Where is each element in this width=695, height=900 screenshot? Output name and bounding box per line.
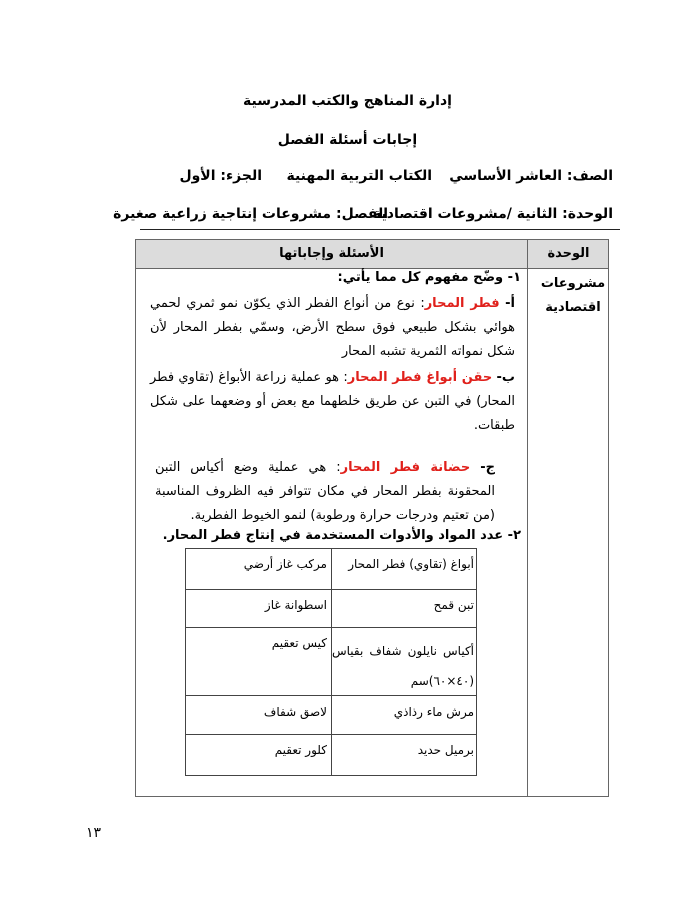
page-number: ١٣	[86, 825, 102, 841]
materials-cell: كلور تعقيم	[274, 743, 327, 757]
part-label: الجزء: الأول	[179, 168, 262, 184]
unit-name	[537, 272, 609, 320]
answer-c	[155, 456, 495, 528]
answer-b	[150, 366, 515, 438]
answer-a-term: فطر المحار	[424, 296, 500, 311]
ministry-title: إدارة المناهج والكتب المدرسية	[243, 93, 452, 109]
question-1-title: ١- وضّح مفهوم كل مما يأتي:	[337, 270, 521, 285]
materials-cell: اسطوانة غاز	[264, 598, 327, 612]
chapter-label: الفصل: مشروعات إنتاجية زراعية صغيرة	[113, 206, 388, 222]
materials-cell: تبن قمح	[433, 598, 474, 612]
answer-c-term: حضانة فطر المحار	[340, 460, 471, 475]
materials-cell: مرش ماء رذاذي	[393, 705, 474, 719]
header-divider	[140, 229, 620, 230]
materials-cell: برميل حديد	[417, 743, 474, 757]
header-row-divider	[135, 268, 609, 269]
answer-a	[150, 292, 515, 364]
materials-cell: أبواغ (تقاوي) فطر المحار	[348, 557, 474, 571]
book-label: الكتاب التربية المهنية	[286, 168, 432, 184]
materials-cell: لاصق شفاف	[263, 705, 327, 719]
unit-name-line-2: اقتصادية	[545, 300, 601, 315]
answer-c-marker: ج-	[480, 460, 495, 475]
materials-row-divider	[185, 734, 477, 735]
answer-b-term: حقن أبواغ فطر المحار	[347, 370, 493, 385]
materials-cell: مركب غاز أرضي	[243, 557, 327, 571]
answer-b-marker: ب-	[496, 370, 515, 385]
document-title: إجابات أسئلة الفصل	[277, 132, 418, 148]
question-2-title: ٢- عدد المواد والأدوات المستخدمة في إنتاج فطر المحار.	[162, 528, 521, 543]
materials-row-divider	[185, 589, 477, 590]
answer-a-marker: أ-	[505, 296, 515, 311]
answer-a-text: : نوع من أنواع الفطر الذي يكوّن نمو ثمري لحمي هوائي بشكل طبيعي فوق سطح الأرض، وسمّي بفطر المحار لأن شكل نمواته الثمرية تشبه المحار	[150, 296, 515, 359]
column-header-questions: الأسئلة وإجاباتها	[279, 246, 384, 261]
answer-b-text: : هو عملية زراعة الأبواغ (تقاوي فطر المحار) في التبن عن طريق خلطهما مع بعض أو وضعهما على شكل طبقات.	[150, 370, 515, 433]
materials-cell: أكياس نايلون شفاف بقياس (٤٠×٦٠)سم	[332, 644, 474, 688]
column-header-unit: الوحدة	[547, 246, 590, 261]
unit-name-line-1: مشروعات	[540, 276, 606, 291]
column-divider	[527, 239, 528, 797]
unit-label: الوحدة: الثانية /مشروعات اقتصادية	[373, 206, 613, 222]
materials-row-divider	[185, 627, 477, 628]
grade-label: الصف: العاشر الأساسي	[449, 168, 613, 184]
answer-c-text: : هي عملية وضع أكياس التبن المحقونة بفطر المحار في مكان تتوافر فيه الظروف المناسبة (من تعتيم ودرجات حرارة ورطوبة) لنمو الخيوط الفطرية.	[155, 460, 495, 523]
materials-cell: كيس تعقيم	[271, 636, 327, 650]
